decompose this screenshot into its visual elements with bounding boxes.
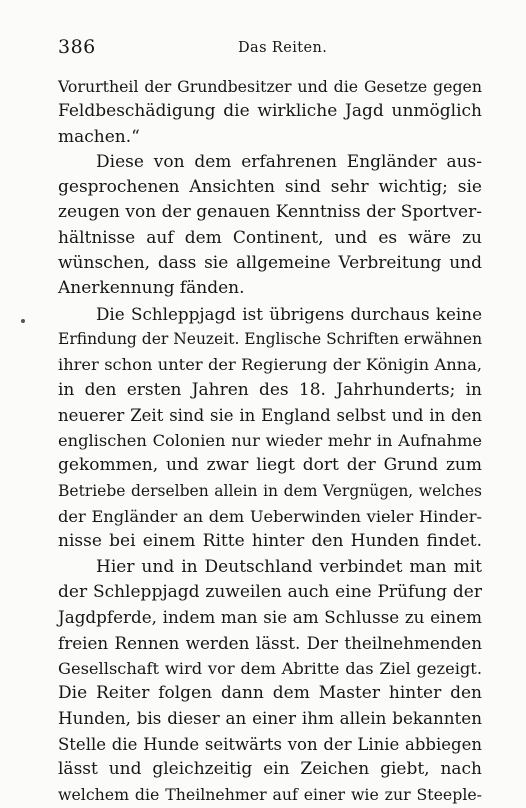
paragraph-first-line: Diese von dem erfahrenen Engländer aus- — [96, 151, 482, 172]
running-head: Das Reiten. — [238, 40, 328, 56]
text-line: nisse bei einem Ritte hinter den Hunden findet. — [58, 531, 482, 552]
text-line: Gesellschaft wird vor dem Abritte das Ziel gezeigt. — [58, 658, 482, 678]
margin-mark — [21, 319, 25, 323]
text-line: Stelle die Hunde seitwärts von der Linie abbiegen — [58, 734, 482, 754]
page-number: 386 — [58, 36, 96, 58]
text-line: welchem die Theilnehmer auf einer wie zur Steeple- — [58, 785, 482, 805]
text-line: Vorurtheil der Grundbesitzer und die Gesetze gegen — [58, 77, 482, 96]
paragraph-first-line: Hier und in Deutschland verbindet man mit — [96, 556, 482, 577]
text-line: gekommen, und zwar liegt dort der Grund zum — [58, 455, 482, 476]
text-line: Betriebe derselben allein in dem Vergnügen, welches — [58, 481, 482, 500]
text-line: gesprochenen Ansichten sind sehr wichtig; sie — [58, 177, 482, 198]
text-line: Hunden, bis dieser an einer ihm allein bekannten — [58, 708, 482, 729]
text-line: lässt und gleichzeitig ein Zeichen giebt, nach — [58, 759, 482, 780]
text-line: Jagdpferde, indem man sie am Schlusse zu einem — [58, 607, 482, 628]
text-line: ihrer schon unter der Regierung der Königin Anna, — [58, 355, 482, 375]
text-line: neuerer Zeit sind sie in England selbst und in den — [58, 405, 482, 425]
text-line: englischen Colonien nur wieder mehr in Aufnahme — [58, 431, 482, 451]
text-line: freien Rennen werden lässt. Der theilnehmenden — [58, 632, 482, 653]
text-line: in den ersten Jahren des 18. Jahrhunderts; in — [58, 379, 482, 400]
text-line: wünschen, dass sie allgemeine Verbreitung und — [58, 253, 482, 274]
body-text — [58, 74, 482, 808]
text-line: Anerkennung fänden. — [58, 278, 245, 299]
text-line: zeugen von der genauen Kenntniss der Sportver- — [58, 202, 482, 223]
paragraph-first-line: Die Schleppjagd ist übrigens durchaus keine — [96, 303, 482, 324]
text-line: Feldbeschädigung die wirkliche Jagd unmöglich — [58, 101, 482, 122]
text-line: der Engländer an dem Ueberwinden vieler Hinder- — [58, 507, 482, 527]
text-line: machen.“ — [58, 126, 140, 147]
text-line: Erfindung der Neuzeit. Englische Schriften erwähnen — [58, 329, 483, 348]
text-line: der Schleppjagd zuweilen auch eine Prüfung der — [58, 581, 482, 602]
text-line: Die Reiter folgen dann dem Master hinter den — [58, 683, 482, 704]
text-line: hältnisse auf dem Continent, und es wäre zu — [58, 227, 482, 248]
